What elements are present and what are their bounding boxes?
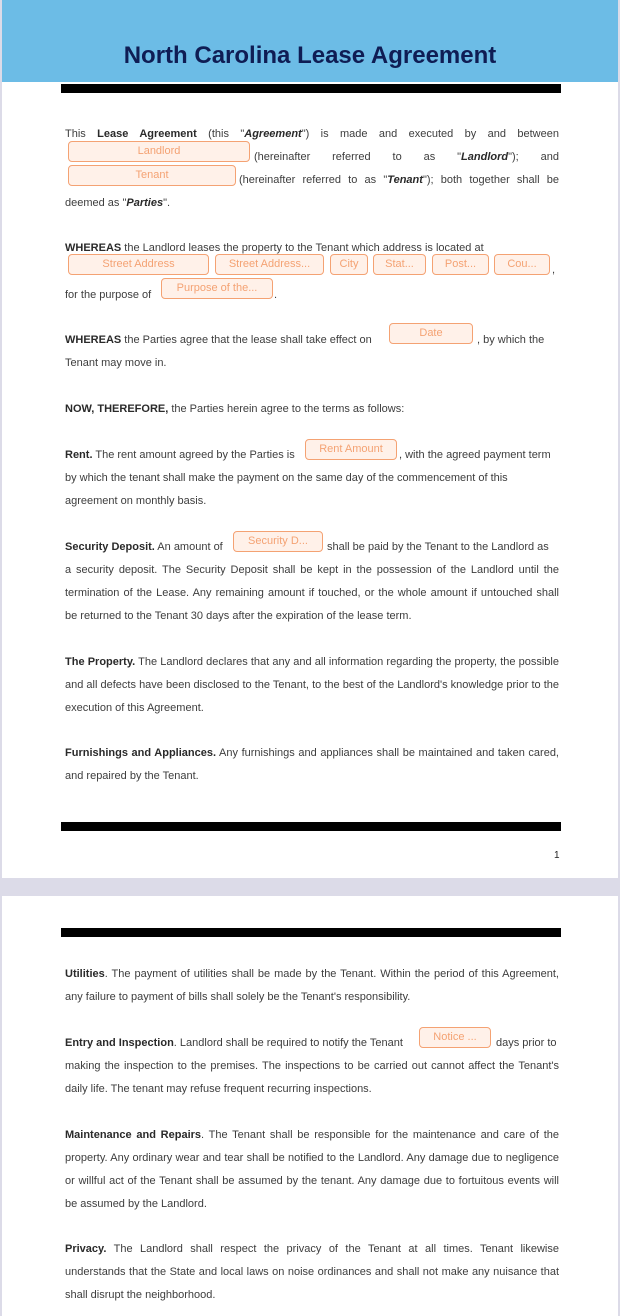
- deposit-line-1: Security Deposit. An amount of: [65, 541, 223, 553]
- furnishings-clause: Furnishings and Appliances. Any furnishings and appliances shall be maintained and taken cared, and repaired by the Tenant.: [65, 747, 559, 782]
- purpose-label: for the purpose of: [65, 289, 152, 301]
- whereas-property-text: WHEREAS the Landlord leases the property to the Tenant which address is located at: [65, 242, 484, 254]
- rent-line-1-after: , with the agreed payment term: [399, 449, 551, 461]
- rent-body: by which the tenant shall make the payment on the same day of the commencement of this agreement on monthly basis.: [65, 472, 508, 507]
- header-divider: [61, 84, 561, 93]
- tenant-field[interactable]: Tenant: [68, 165, 236, 186]
- maintenance-clause: Maintenance and Repairs. The Tenant shall be responsible for the maintenance and care of the property. Any ordinary wear and tear shall be notified to the Landlord. Any damage due to negligence or willful act of the Tenant shall be assumed by the tenant. Any damage due to fortuitous events will be assumed by the Landlord.: [65, 1129, 560, 1210]
- document-page-1: [2, 0, 618, 878]
- security-deposit-field[interactable]: Security D...: [233, 531, 323, 552]
- purpose-period: .: [274, 289, 278, 301]
- intro-line-2: (hereinafter referred to as "Landlord"); and: [254, 151, 559, 163]
- footer-divider: [61, 822, 561, 831]
- property-clause: The Property. The Landlord declares that any and all information regarding the property, the possible and all defects have been disclosed to the Tenant, to the best of the Landlord's knowledge prior to the execution of this Agreement.: [65, 656, 559, 714]
- utilities-clause: Utilities. The payment of utilities shall be made by the Tenant. Within the period of this Agreement, any failure to payment of bills shall solely be the Tenant's responsibility.: [65, 968, 559, 1003]
- date-field[interactable]: Date: [389, 323, 473, 344]
- state-field[interactable]: Stat...: [373, 254, 426, 275]
- page-number: 1: [554, 850, 560, 861]
- now-therefore-text: NOW, THEREFORE, the Parties herein agree to the terms as follows:: [65, 403, 405, 415]
- page-2-header-divider: [61, 928, 561, 937]
- intro-line-3: (hereinafter referred to as "Tenant"); both together shall be: [239, 174, 559, 186]
- notice-days-field[interactable]: Notice ...: [419, 1027, 491, 1048]
- document-page-2: [2, 896, 618, 1316]
- rent-amount-field[interactable]: Rent Amount: [305, 439, 397, 460]
- whereas-effect-line-2: Tenant may move in.: [65, 357, 167, 369]
- page-title: North Carolina Lease Agreement: [123, 42, 497, 69]
- postal-code-field[interactable]: Post...: [432, 254, 489, 275]
- entry-body: making the inspection to the premises. The inspections to be carried out cannot affect the Tenant's daily life. The tenant may refuse frequent recurring inspections.: [65, 1060, 559, 1095]
- privacy-clause: Privacy. The Landlord shall respect the privacy of the Tenant at all times. Tenant likewise understands that the State and local laws on noise ordinances and shall not make any nuisance that shall disrupt the neighborhood.: [65, 1243, 559, 1301]
- intro-line-1: This Lease Agreement (this "Agreement") is made and executed by and between: [65, 128, 559, 140]
- address-comma: ,: [552, 264, 556, 276]
- city-field[interactable]: City: [330, 254, 368, 275]
- street-address-2-field[interactable]: Street Address...: [215, 254, 324, 275]
- rent-line-1: Rent. The rent amount agreed by the Parties is: [65, 449, 295, 461]
- deposit-line-1-after: shall be paid by the Tenant to the Landlord as: [327, 541, 549, 553]
- intro-line-4: deemed as "Parties".: [65, 197, 171, 209]
- entry-line-1-after: days prior to: [496, 1037, 557, 1049]
- country-field[interactable]: Cou...: [494, 254, 550, 275]
- purpose-field[interactable]: Purpose of the...: [161, 278, 273, 299]
- landlord-field[interactable]: Landlord: [68, 141, 250, 162]
- entry-line-1: Entry and Inspection. Landlord shall be required to notify the Tenant: [65, 1037, 403, 1049]
- whereas-effect-after: , by which the: [477, 334, 545, 346]
- whereas-effect-text: WHEREAS the Parties agree that the lease shall take effect on: [65, 334, 372, 346]
- street-address-field[interactable]: Street Address: [68, 254, 209, 275]
- deposit-body: a security deposit. The Security Deposit shall be kept in the possession of the Landlord until the termination of the Lease. Any remaining amount if touched, or the whole amount if untouched shall be returned to the Tenant 30 days after the expiration of the lease term.: [65, 564, 559, 622]
